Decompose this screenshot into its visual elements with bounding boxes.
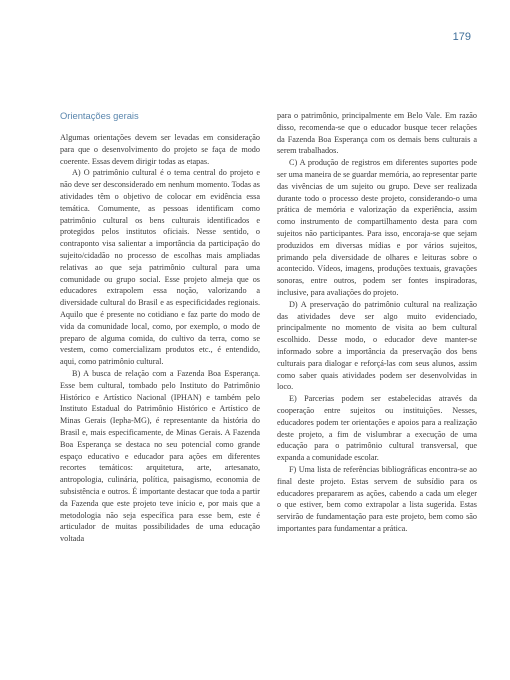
paragraph-e: E) Parcerias podem ser estabelecidas através da cooperação entre sujeitos ou instituições. Nesses, educadores podem ter orientações e apoios para a realização deste projeto, a fim de vislumbrar a execução de uma educação para o patrimônio cultural transversal, que expanda a comunidade escolar. [277,394,477,463]
intro-paragraph: Algumas orientações devem ser levadas em consideração para que o desenvolvimento do projeto se faça de modo coerente. Essas devem dirigir todas as etapas. [60,133,260,166]
paragraph-b-continued: para o patrimônio, principalmente em Belo Vale. Em razão disso, recomenda-se que o educador busque tecer relações da Fazenda Boa Esperança com os demais bens culturais a serem trabalhados. [277,111,477,156]
section-heading: Orientações gerais [60,110,139,121]
paragraph-a: A) O patrimônio cultural é o tema central do projeto e não deve ser desconsiderado em nenhum momento. Todas as atividades têm o objetivo de colocar em evidência essa temática. Comumente, as pessoas identificam como patrimônio cultural os bens culturais identificados e protegidos pelos institutos oficiais. Nesse sentido, o contraponto visa salientar a importância da participação do sujeito/cidadão no processo de escolhas mais ampliadas relativas ao que seja patrimônio cultural para uma comunidade ou grupo social. Esse projeto almeja que os educadores extrapolem essa noção, valorizando a diversidade cultural do Brasil e as especificidades regionais. Aquilo que é presente no cotidiano e faz parte do modo de vida da comunidade local, como, por exemplo, o modo de preparo de alguma comida, do cultivo da terra, como se vestem, como comercializam produtos etc., é entendido, aqui, como patrimônio cultural. [60,168,260,367]
left-column [60,110,260,545]
page-number: 179 [452,31,471,43]
paragraph-b: B) A busca de relação com a Fazenda Boa Esperança. Esse bem cultural, tombado pelo Instituto do Patrimônio Histórico e Artístico Nacional (IPHAN) e também pelo Instituto Estadual do Patrimônio Histórico e Artístico de Minas Gerais (Iepha-MG), é representante da história do Brasil e, mais especificamente, de Minas Gerais. A Fazenda Boa Esperança se destaca no seu potencial como grande espaço educativo e educador para ações em diferentes recortes temáticos: arquitetura, arte, artesanato, antropologia, culinária, política, paisagismo, economia de subsistência e outros. É importante destacar que toda a partir da Fazenda que este projeto teve início e, por mais que a metodologia não seja específica para esse bem, este é articulador de muitas possibilidades de uma educação voltada [60,368,260,544]
paragraph-c: C) A produção de registros em diferentes suportes pode ser uma maneira de se guardar memória, ao representar parte das vivências de um sujeito ou grupo. Deve ser realizada durante todo o processo deste projeto, considerando-o uma prática de memória e valorização da experiência, assim como instrumento de compartilhamento desta para com sujeitos não participantes. Para isso, encoraja-se que sejam produzidos em diversas mídias e por vários sujeitos, primando pela diversidade de olhares e leituras sobre o acontecido. Vídeos, imagens, produções textuais, gravações sonoras, entre outros, podem ser fontes inspiradoras, inclusive, para avaliações do projeto. [277,158,477,297]
paragraph-f: F) Uma lista de referências bibliográficas encontra-se ao final deste projeto. Estas servem de subsídio para os educadores prepararem as ações, cabendo a cada um eleger o que estiver, bem como extrapolar a lista sugerida. Estas servirão de fundamentação para este projeto, bem como são importantes para fundamentar a prática. [277,464,477,533]
paragraph-d: D) A preservação do patrimônio cultural na realização das atividades deve ser algo muito evidenciado, principalmente no momento de visita ao bem cultural escolhido. Desse modo, o educador deve manter-se informado sobre a importância da preservação dos bens culturais para dialogar e reforçá-las com seus alunos, assim como saber quais atividades podem ser desenvolvidas in loco. [277,299,477,392]
right-column [277,110,477,535]
